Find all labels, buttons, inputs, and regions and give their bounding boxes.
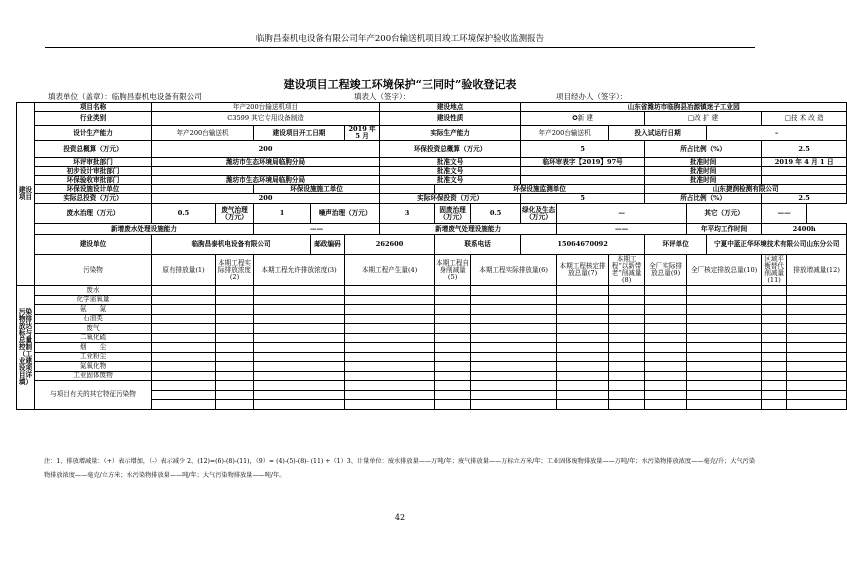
nature-tech: □技 术 改 造 xyxy=(762,112,847,126)
project-name-label: 项目名称 xyxy=(35,103,152,112)
pollutant-header-5: 本期工程自身削减量(5) xyxy=(435,255,471,286)
approval-time-label-2: 批准时间 xyxy=(645,167,762,176)
eia-dept: 潍坊市生态环境局临朐分局 xyxy=(152,158,380,167)
pollutant-cell xyxy=(345,371,435,381)
pollutant-cell xyxy=(435,400,471,410)
pollutant-cell xyxy=(435,390,471,400)
pollutant-cell xyxy=(435,362,471,372)
ratio: 2.5 xyxy=(762,141,847,158)
pollutant-cell xyxy=(471,314,557,324)
pollutant-cell xyxy=(557,286,609,296)
pollutant-cell xyxy=(645,295,687,305)
pollutant-row xyxy=(17,333,847,343)
pollutant-cell xyxy=(471,362,557,372)
approval-time-label-3: 批准时间 xyxy=(645,176,762,185)
pollutant-cell xyxy=(687,295,762,305)
pollutant-cell xyxy=(609,314,645,324)
pollutant-cell xyxy=(645,343,687,353)
approval-time: 2019 年 4 月 1 日 xyxy=(762,158,847,167)
approval-no-label-3: 批准文号 xyxy=(380,176,521,185)
pollutant-cell xyxy=(345,295,435,305)
pollutant-cell xyxy=(787,362,847,372)
pollutant-cell xyxy=(645,390,687,400)
pollutant-cell xyxy=(254,305,345,315)
pollutant-header-1: 原有排放量(1) xyxy=(152,255,216,286)
pollutant-cell xyxy=(787,352,847,362)
pollutant-cell xyxy=(216,400,254,410)
pollutant-cell xyxy=(645,314,687,324)
pollutant-cell xyxy=(609,333,645,343)
nature-modify: □改 扩 建 xyxy=(645,112,762,126)
pollutant-cell xyxy=(762,314,787,324)
acceptance-dept-label: 环保验收审批部门 xyxy=(35,176,152,185)
prelim-dept-label: 初步设计审批部门 xyxy=(35,167,152,176)
location: 山东省潍坊市临朐县冶源镇迷子工业园 xyxy=(521,103,847,112)
pollutant-cell xyxy=(687,286,762,296)
pollutant-cell xyxy=(687,381,762,391)
pollutant-cell xyxy=(435,305,471,315)
other: —— xyxy=(762,204,807,224)
pollutant-cell xyxy=(216,381,254,391)
pollutant-cell xyxy=(216,390,254,400)
pollutant-header-0: 污染物 xyxy=(35,255,152,286)
pollutant-row xyxy=(17,295,847,305)
nature-label: 建设性质 xyxy=(380,112,521,126)
actual-invest-label: 实际总投资（万元） xyxy=(35,194,152,204)
approval-no: 临环审表字【2019】97号 xyxy=(521,158,645,167)
pollutant-cell xyxy=(687,400,762,410)
pollutant-header-10: 全厂核定排放总量(10) xyxy=(687,255,762,286)
pollutant-cell xyxy=(645,371,687,381)
gas: 1 xyxy=(254,204,311,224)
pollutant-cell xyxy=(216,286,254,296)
new-gas-label: 新增废气处理设施能力 xyxy=(380,224,557,235)
page-number: 42 xyxy=(394,513,406,522)
pollutant-cell xyxy=(687,305,762,315)
pollutant-cell xyxy=(216,352,254,362)
pollutant-header-3: 本期工程允许排放浓度(3) xyxy=(254,255,345,286)
pollutant-name: 烟 尘 xyxy=(35,343,152,353)
pollutant-row xyxy=(17,362,847,372)
pollutant-cell xyxy=(557,400,609,410)
ratio-label-2: 所占比例（%） xyxy=(645,194,762,204)
pollutant-name: 废气 xyxy=(35,324,152,334)
pollutant-cell xyxy=(687,333,762,343)
approval-no-2 xyxy=(521,167,645,176)
pollutant-cell xyxy=(762,305,787,315)
approval-no-3 xyxy=(521,176,645,185)
pollutant-cell xyxy=(216,305,254,315)
pollutant-cell xyxy=(762,362,787,372)
pollutant-cell xyxy=(471,305,557,315)
pollutant-cell xyxy=(557,314,609,324)
pollutant-cell xyxy=(762,343,787,353)
start-date: 2019 年 5 月 xyxy=(345,126,380,141)
pollutant-cell xyxy=(216,314,254,324)
noise: 3 xyxy=(380,204,435,224)
pollutant-cell xyxy=(471,286,557,296)
pollutant-cell xyxy=(687,362,762,372)
pollutant-cell xyxy=(787,333,847,343)
pollutant-cell xyxy=(787,390,847,400)
pollutant-cell xyxy=(557,362,609,372)
pollutant-cell xyxy=(645,305,687,315)
registration-table xyxy=(16,102,847,410)
industry-label: 行业类别 xyxy=(35,112,152,126)
pollutant-cell xyxy=(435,314,471,324)
env-budget: 5 xyxy=(521,141,645,158)
pollutant-cell xyxy=(471,343,557,353)
special-pollutant-label: 与项目有关的其它特征污染物 xyxy=(35,381,152,410)
pollutant-cell xyxy=(152,324,216,334)
pollutant-cell xyxy=(152,333,216,343)
pollutant-cell xyxy=(762,352,787,362)
facility-construct-label: 环保设施施工单位 xyxy=(254,185,380,194)
pollutant-cell xyxy=(216,333,254,343)
eia-unit: 宁夏中蓝正华环境技术有限公司山东分公司 xyxy=(707,235,847,255)
pollutant-header-4: 本期工程产生量(4) xyxy=(345,255,435,286)
wastewater-label: 废水治理（万元） xyxy=(35,204,152,224)
pollutant-cell xyxy=(471,400,557,410)
pollutant-cell xyxy=(471,390,557,400)
pollutant-cell xyxy=(435,352,471,362)
pollutant-cell xyxy=(609,286,645,296)
noise-label: 噪声治理（万元） xyxy=(311,204,380,224)
pollutant-cell xyxy=(471,324,557,334)
fill-unit: 填表单位（盖章）：临朐昌泰机电设备有限公司 xyxy=(48,92,202,101)
pollutant-cell xyxy=(609,295,645,305)
pollutant-cell xyxy=(557,381,609,391)
pollutant-cell xyxy=(762,295,787,305)
build-unit: 临朐昌泰机电设备有限公司 xyxy=(152,235,311,255)
pollutant-cell xyxy=(435,343,471,353)
pollutant-header-8: 本期工程“以新带老”削减量(8) xyxy=(609,255,645,286)
pollutant-cell xyxy=(254,400,345,410)
special-pollutant-row xyxy=(17,381,847,391)
green-label: 绿化及生态（万元） xyxy=(521,204,557,224)
facility-design xyxy=(152,185,254,194)
pollutant-cell xyxy=(152,371,216,381)
project-manager: 项目经办人（签字）： xyxy=(556,92,628,101)
work-time-label: 年平均工作时间 xyxy=(687,224,762,235)
new-water: —— xyxy=(254,224,380,235)
pollutant-cell xyxy=(345,305,435,315)
pollutant-row xyxy=(17,324,847,334)
pollutant-body xyxy=(17,286,847,410)
pollutant-cell xyxy=(435,324,471,334)
pollutant-cell xyxy=(762,324,787,334)
pollutant-name: 废水 xyxy=(35,286,152,296)
pollutant-header-row xyxy=(17,255,847,286)
pollutant-cell xyxy=(254,324,345,334)
side-label-project: 建设项目 xyxy=(17,103,35,286)
approval-time-label: 批准时间 xyxy=(645,158,762,167)
pollutant-cell xyxy=(216,295,254,305)
pollutant-header-6: 本期工程实际排放量(6) xyxy=(471,255,557,286)
pollutant-cell xyxy=(762,286,787,296)
pollutant-cell xyxy=(254,343,345,353)
pollutant-name: 石油类 xyxy=(35,314,152,324)
pollutant-cell xyxy=(609,371,645,381)
eia-dept-label: 环评审批部门 xyxy=(35,158,152,167)
pollutant-header-9: 全厂实际排放总量(9) xyxy=(645,255,687,286)
pollutant-cell xyxy=(645,324,687,334)
acceptance-dept: 潍坊市生态环境局临朐分局 xyxy=(152,176,380,185)
side-label-pollutant: 污染物排放达标与总量控制（工业建设项目详填） xyxy=(17,286,35,410)
design-capacity: 年产200台输送机 xyxy=(152,126,254,141)
pollutant-cell xyxy=(762,381,787,391)
pollutant-cell xyxy=(609,400,645,410)
pollutant-cell xyxy=(787,286,847,296)
facility-construct xyxy=(380,185,435,194)
pollutant-cell xyxy=(762,371,787,381)
pollutant-cell xyxy=(152,352,216,362)
pollutant-cell xyxy=(216,343,254,353)
pollutant-cell xyxy=(557,305,609,315)
pollutant-cell xyxy=(254,333,345,343)
pollutant-cell xyxy=(435,371,471,381)
approval-no-label-2: 批准文号 xyxy=(380,167,521,176)
pollutant-cell xyxy=(345,400,435,410)
pollutant-cell xyxy=(254,352,345,362)
pollutant-cell xyxy=(254,295,345,305)
location-label: 建设地点 xyxy=(380,103,521,112)
pollutant-cell xyxy=(435,295,471,305)
pollutant-cell xyxy=(787,343,847,353)
footnote: 注：1、排放增减量：（+）表示增加，（-）表示减少 2、(12)=(6)-(8)-(11)，（9）= (4)-(5)-(8)- (11) +（1）3、计量单位：废水排放量——万吨/年；废气排放量——万标立方米/年；工业固体废物排放量——万吨/年；水污染物排放浓度——毫克/升；大气污染物排放浓度——毫克/立方米；水污染物排放量——吨/年；大气污染物排放量——吨/年。 xyxy=(44,458,756,479)
pollutant-cell xyxy=(471,295,557,305)
ratio-2: 2.5 xyxy=(762,194,847,204)
fill-info-row xyxy=(48,91,756,101)
project-name: 年产200台输送机项目 xyxy=(152,103,380,112)
trial-label: 投入试运行日期 xyxy=(609,126,707,141)
pollutant-cell xyxy=(345,381,435,391)
budget: 200 xyxy=(152,141,380,158)
pollutant-cell xyxy=(609,352,645,362)
pollutant-cell xyxy=(687,324,762,334)
pollutant-cell xyxy=(787,305,847,315)
pollutant-cell xyxy=(152,305,216,315)
pollutant-cell xyxy=(152,343,216,353)
pollutant-cell xyxy=(687,314,762,324)
pollutant-cell xyxy=(609,324,645,334)
budget-label: 投资总概算（万元） xyxy=(35,141,152,158)
pollutant-cell xyxy=(345,324,435,334)
pollutant-cell xyxy=(345,362,435,372)
actual-capacity-label: 实际生产能力 xyxy=(380,126,521,141)
pollutant-cell xyxy=(345,286,435,296)
pollutant-cell xyxy=(557,343,609,353)
monitor-label: 环保设施监测单位 xyxy=(435,185,645,194)
pollutant-cell xyxy=(645,333,687,343)
actual-invest: 200 xyxy=(152,194,380,204)
pollutant-cell xyxy=(435,333,471,343)
approval-no-label: 批准文号 xyxy=(380,158,521,167)
pollutant-cell xyxy=(609,381,645,391)
pollutant-cell xyxy=(471,371,557,381)
pollutant-cell xyxy=(557,390,609,400)
industry: C3599 其它专用设备制造 xyxy=(152,112,380,126)
pollutant-cell xyxy=(254,314,345,324)
pollutant-cell xyxy=(687,390,762,400)
fill-person: 填表人（签字）： xyxy=(354,92,411,101)
pollutant-row xyxy=(17,305,847,315)
pollutant-cell xyxy=(152,390,216,400)
pollutant-cell xyxy=(216,362,254,372)
pollutant-cell xyxy=(152,381,216,391)
pollutant-row xyxy=(17,286,847,296)
pollutant-cell xyxy=(557,352,609,362)
pollutant-cell xyxy=(345,343,435,353)
pollutant-cell xyxy=(435,381,471,391)
pollutant-cell xyxy=(254,286,345,296)
pollutant-header-2: 本期工程实际排放浓度(2) xyxy=(216,255,254,286)
pollutant-cell xyxy=(787,381,847,391)
approval-time-2 xyxy=(762,167,847,176)
pollutant-cell xyxy=(645,362,687,372)
pollutant-cell xyxy=(152,400,216,410)
pollutant-cell xyxy=(687,371,762,381)
eia-unit-label: 环评单位 xyxy=(645,235,707,255)
pollutant-cell xyxy=(557,371,609,381)
pollutant-cell xyxy=(645,381,687,391)
actual-capacity: 年产200台输送机 xyxy=(521,126,609,141)
wastewater: 0.5 xyxy=(152,204,216,224)
pollutant-cell xyxy=(557,295,609,305)
pollutant-cell xyxy=(787,371,847,381)
pollutant-header-12: 排放增减量(12) xyxy=(787,255,847,286)
work-time: 2400h xyxy=(762,224,847,235)
pollutant-cell xyxy=(787,324,847,334)
pollutant-name: 工业固体废物 xyxy=(35,371,152,381)
pollutant-cell xyxy=(216,324,254,334)
pollutant-cell xyxy=(762,390,787,400)
pollutant-name: 化学需氧量 xyxy=(35,295,152,305)
phone-label: 联系电话 xyxy=(435,235,521,255)
new-gas: —— xyxy=(557,224,687,235)
prelim-dept xyxy=(152,167,380,176)
actual-env-invest-label: 实际环保投资（万元） xyxy=(380,194,521,204)
solid-label: 固废治理（万元） xyxy=(435,204,471,224)
pollutant-row xyxy=(17,371,847,381)
trial-value: – xyxy=(707,126,847,141)
pollutant-cell xyxy=(471,352,557,362)
pollutant-row xyxy=(17,343,847,353)
pollutant-cell xyxy=(254,362,345,372)
pollutant-cell xyxy=(152,286,216,296)
green: — xyxy=(557,204,687,224)
monitor-unit: 山东捷润检测有限公司 xyxy=(645,185,847,194)
pollutant-cell xyxy=(609,343,645,353)
pollutant-name: 二氧化硫 xyxy=(35,333,152,343)
pollutant-cell xyxy=(557,324,609,334)
ratio-label: 所占比例（%） xyxy=(645,141,762,158)
running-head: 临朐昌泰机电设备有限公司年产200台输送机项目竣工环境保护验收监测报告 xyxy=(255,34,545,44)
pollutant-cell xyxy=(152,295,216,305)
pollutant-name: 工业粉尘 xyxy=(35,352,152,362)
pollutant-cell xyxy=(216,371,254,381)
pollutant-cell xyxy=(345,333,435,343)
pollutant-cell xyxy=(609,390,645,400)
approval-time-3 xyxy=(762,176,847,185)
nature-new: ✪新 建 xyxy=(521,112,645,126)
pollutant-cell xyxy=(787,400,847,410)
pollutant-cell xyxy=(345,352,435,362)
pollutant-cell xyxy=(345,390,435,400)
pollutant-cell xyxy=(471,381,557,391)
pollutant-cell xyxy=(254,371,345,381)
pollutant-row xyxy=(17,352,847,362)
pollutant-cell xyxy=(609,362,645,372)
pollutant-cell xyxy=(787,314,847,324)
pollutant-row xyxy=(17,314,847,324)
pollutant-cell xyxy=(645,352,687,362)
page-title: 建设项目工程竣工环境保护“三同时”验收登记表 xyxy=(283,78,517,91)
start-date-label: 建设项目开工日期 xyxy=(254,126,345,141)
postcode-label: 邮政编码 xyxy=(311,235,345,255)
pollutant-header-7: 本期工程核定排放总量(7) xyxy=(557,255,609,286)
gas-label: 废气治理（万元） xyxy=(216,204,254,224)
build-unit-label: 建设单位 xyxy=(35,235,152,255)
actual-env-invest: 5 xyxy=(521,194,645,204)
pollutant-cell xyxy=(557,333,609,343)
pollutant-cell xyxy=(152,362,216,372)
env-budget-label: 环保投资总概算（万元） xyxy=(380,141,521,158)
postcode: 262600 xyxy=(345,235,435,255)
solid: 0.5 xyxy=(471,204,521,224)
header-rule xyxy=(45,47,755,48)
phone: 15064670092 xyxy=(521,235,645,255)
pollutant-cell xyxy=(687,343,762,353)
pollutant-cell xyxy=(345,314,435,324)
pollutant-cell xyxy=(254,381,345,391)
pollutant-name: 氨 氮 xyxy=(35,305,152,315)
pollutant-cell xyxy=(435,286,471,296)
pollutant-cell xyxy=(645,286,687,296)
facility-design-label: 环保设施设计单位 xyxy=(35,185,152,194)
pollutant-cell xyxy=(762,333,787,343)
design-capacity-label: 设计生产能力 xyxy=(35,126,152,141)
pollutant-cell xyxy=(609,305,645,315)
pollutant-name: 氮氧化物 xyxy=(35,362,152,372)
other-label: 其它（万元） xyxy=(687,204,762,224)
pollutant-cell xyxy=(687,352,762,362)
pollutant-cell xyxy=(645,400,687,410)
pollutant-cell xyxy=(787,295,847,305)
new-water-label: 新增废水处理设施能力 xyxy=(35,224,254,235)
pollutant-cell xyxy=(254,390,345,400)
pollutant-header-11: 区域平衡替代削减量(11) xyxy=(762,255,787,286)
pollutant-cell xyxy=(152,314,216,324)
pollutant-cell xyxy=(762,400,787,410)
pollutant-cell xyxy=(471,333,557,343)
